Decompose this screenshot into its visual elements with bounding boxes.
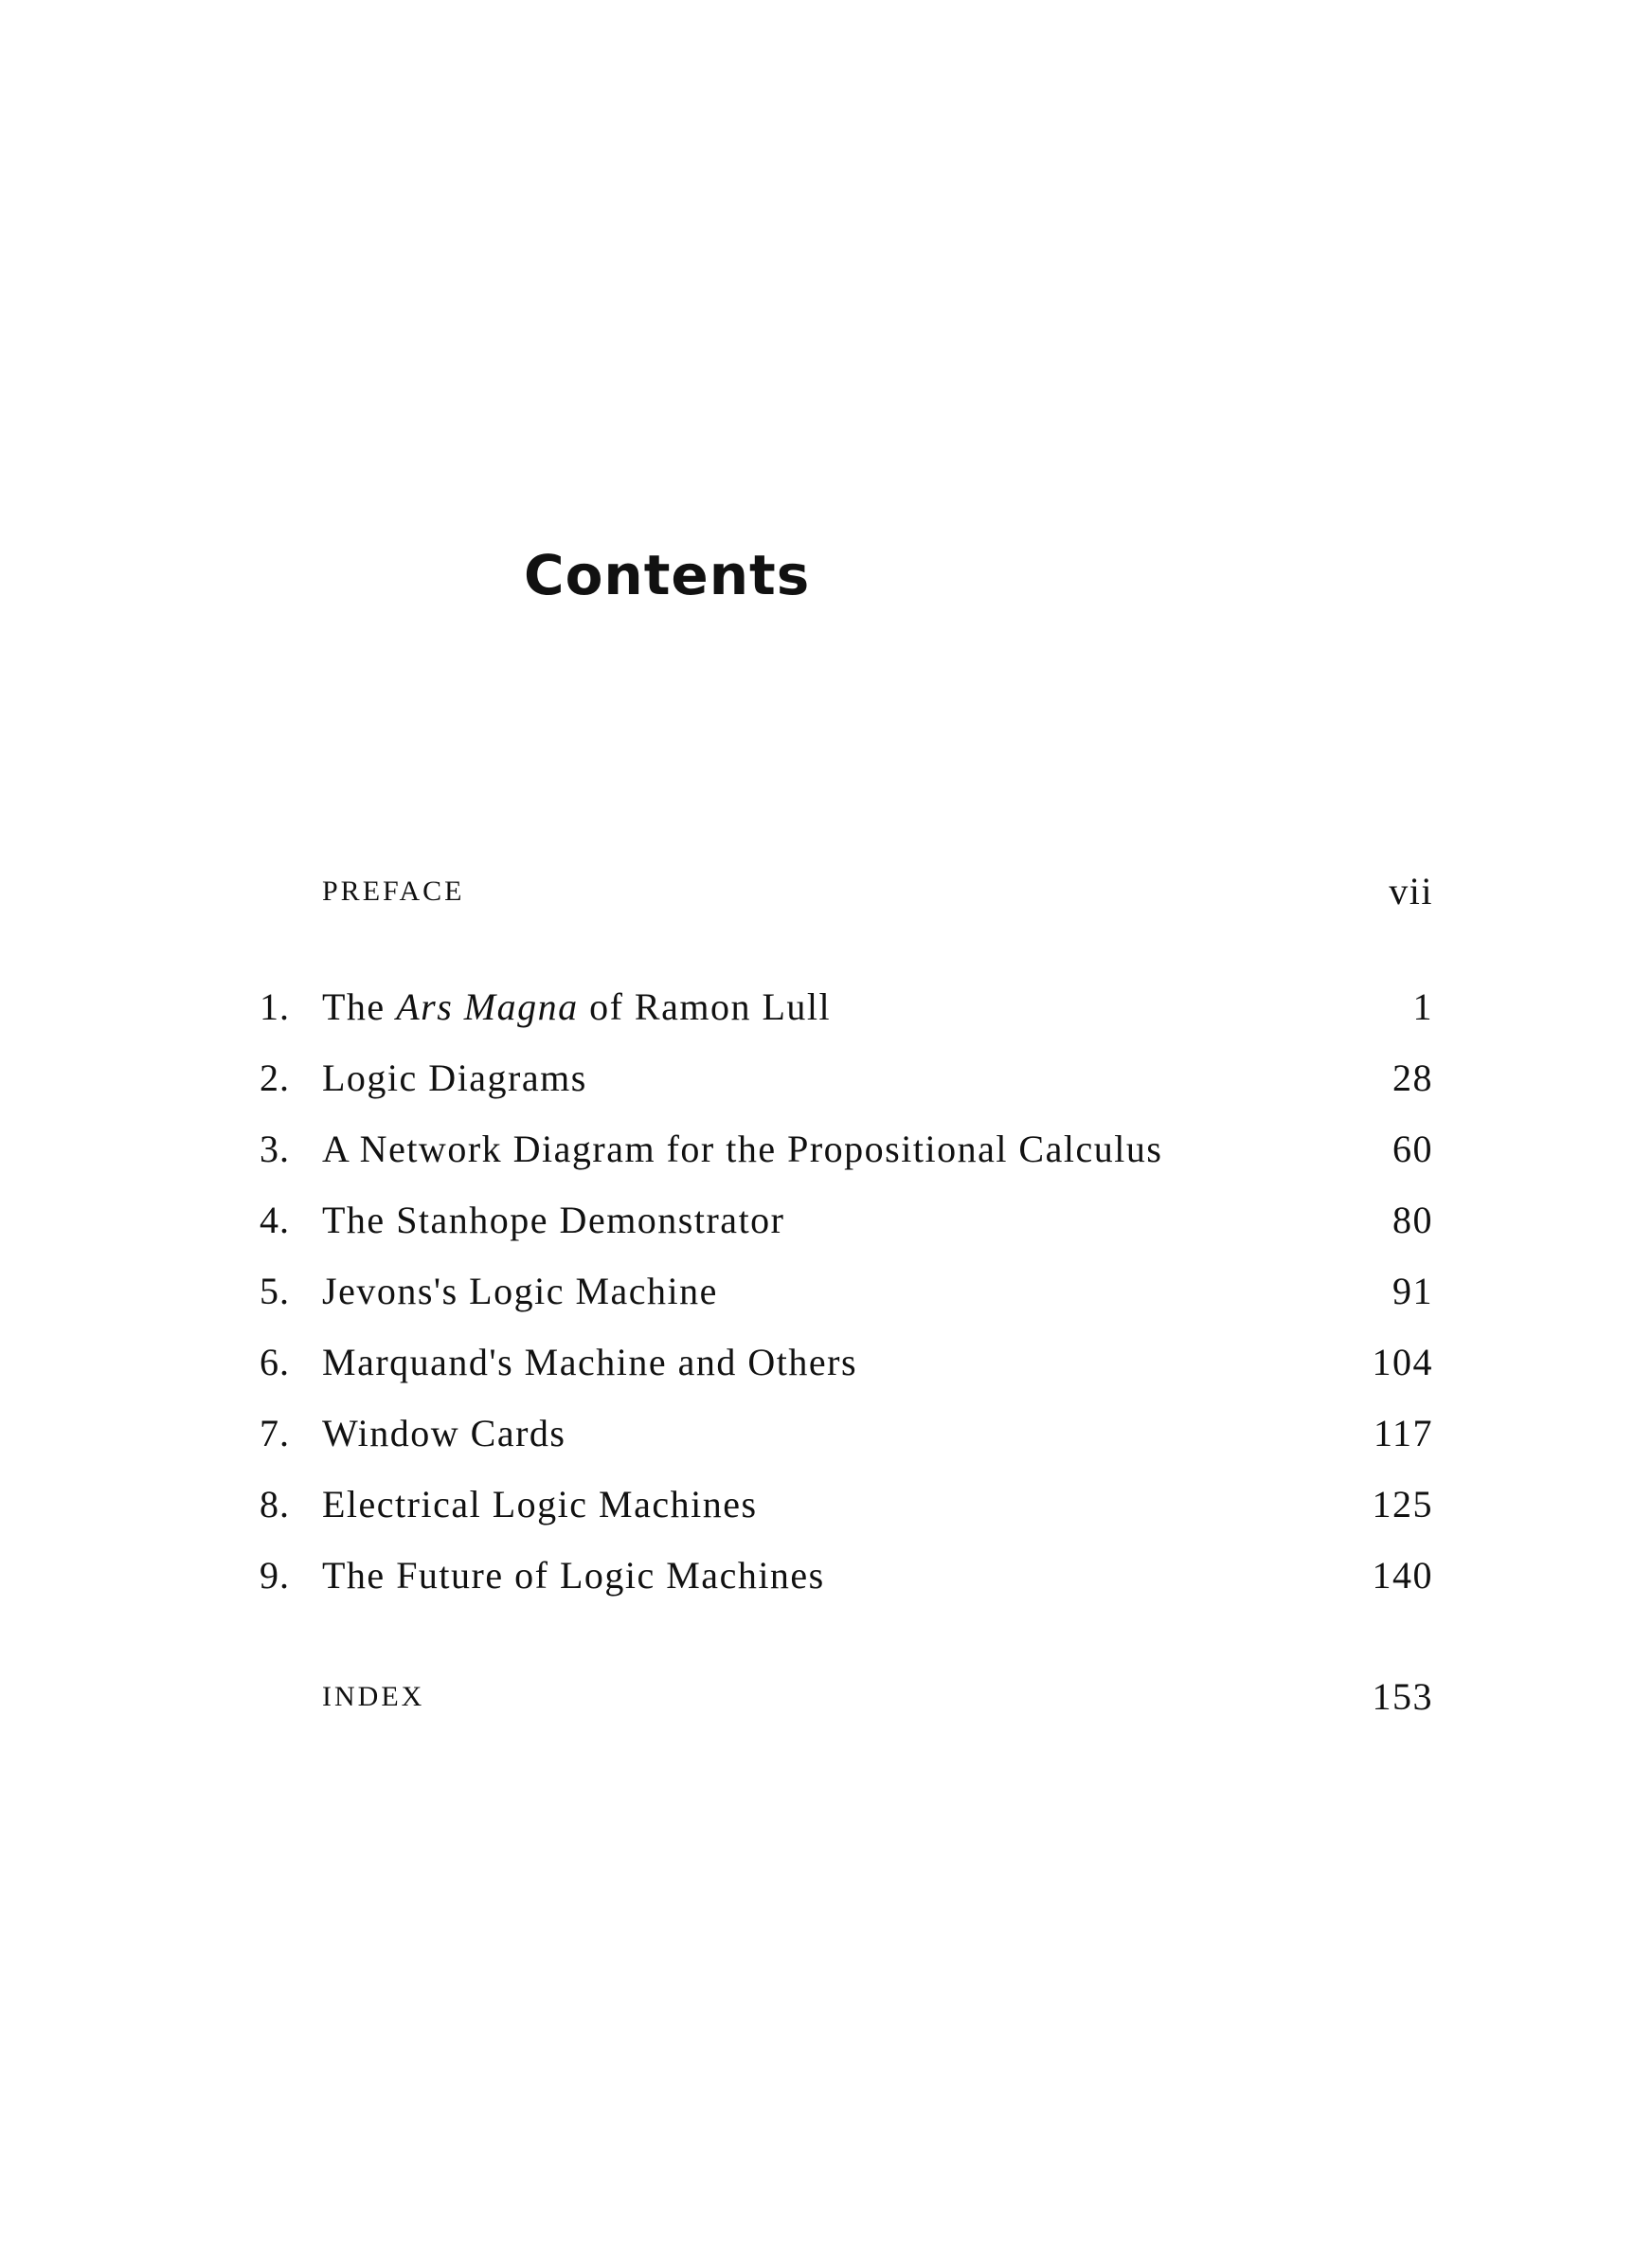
toc-entry-title-pre: The bbox=[322, 985, 397, 1028]
toc-entry-chapter-5 bbox=[0, 1263, 1652, 1320]
toc-entry-preface bbox=[0, 863, 1652, 920]
toc-entry-number: 3. bbox=[260, 1128, 290, 1170]
toc-entry-page: 28 bbox=[1392, 1056, 1433, 1099]
toc-entry-chapter-6 bbox=[0, 1334, 1652, 1391]
toc-entry-title-italic: Ars Magna bbox=[396, 985, 579, 1028]
toc-entry-chapter-8 bbox=[0, 1476, 1652, 1533]
toc-entry-title bbox=[322, 979, 831, 1036]
toc-entry-title: Window Cards bbox=[322, 1412, 566, 1454]
toc-entry-number: 2. bbox=[260, 1056, 290, 1099]
toc-entry-number: 4. bbox=[260, 1199, 290, 1241]
toc-entry-page: 140 bbox=[1372, 1554, 1433, 1597]
toc-entry-page: 153 bbox=[1372, 1675, 1433, 1718]
toc-entry-number: 1. bbox=[260, 985, 290, 1028]
toc-entry-title: The Stanhope Demonstrator bbox=[322, 1199, 785, 1241]
toc-entry-chapter-7 bbox=[0, 1405, 1652, 1462]
toc-entry-page: 125 bbox=[1372, 1483, 1433, 1526]
toc-entry-title: Electrical Logic Machines bbox=[322, 1483, 758, 1526]
toc-entry-label: INDEX bbox=[322, 1681, 425, 1712]
toc-entry-page: 91 bbox=[1392, 1270, 1433, 1312]
toc-entry-chapter-1 bbox=[0, 979, 1652, 1036]
toc-entry-page: 104 bbox=[1372, 1341, 1433, 1383]
toc-entry-title: Logic Diagrams bbox=[322, 1056, 587, 1099]
toc-entry-number: 9. bbox=[260, 1554, 290, 1597]
toc-entry-chapter-2 bbox=[0, 1050, 1652, 1107]
toc-entry-page: 80 bbox=[1392, 1199, 1433, 1241]
toc-entry-page: 117 bbox=[1373, 1412, 1433, 1454]
toc-entry-chapter-3 bbox=[0, 1121, 1652, 1178]
page-title: Contents bbox=[524, 543, 811, 607]
toc-entry-title-post: of Ramon Lull bbox=[578, 985, 832, 1028]
toc-entry-number: 5. bbox=[260, 1270, 290, 1312]
toc-entry-page: vii bbox=[1389, 870, 1433, 912]
toc-entry-number: 6. bbox=[260, 1341, 290, 1383]
toc-entry-title: Marquand's Machine and Others bbox=[322, 1341, 858, 1383]
toc-entry-index bbox=[0, 1669, 1652, 1725]
toc-entry-chapter-4 bbox=[0, 1192, 1652, 1249]
toc-entry-number: 7. bbox=[260, 1412, 290, 1454]
toc-entry-chapter-9 bbox=[0, 1547, 1652, 1604]
toc-entry-title: A Network Diagram for the Propositional Calculus bbox=[322, 1128, 1163, 1170]
toc-entry-title: Jevons's Logic Machine bbox=[322, 1270, 718, 1312]
toc-entry-label: PREFACE bbox=[322, 876, 465, 907]
toc-entry-title: The Future of Logic Machines bbox=[322, 1554, 825, 1597]
toc-entry-number: 8. bbox=[260, 1483, 290, 1526]
toc-entry-page: 60 bbox=[1392, 1128, 1433, 1170]
toc-entry-page: 1 bbox=[1412, 985, 1433, 1028]
